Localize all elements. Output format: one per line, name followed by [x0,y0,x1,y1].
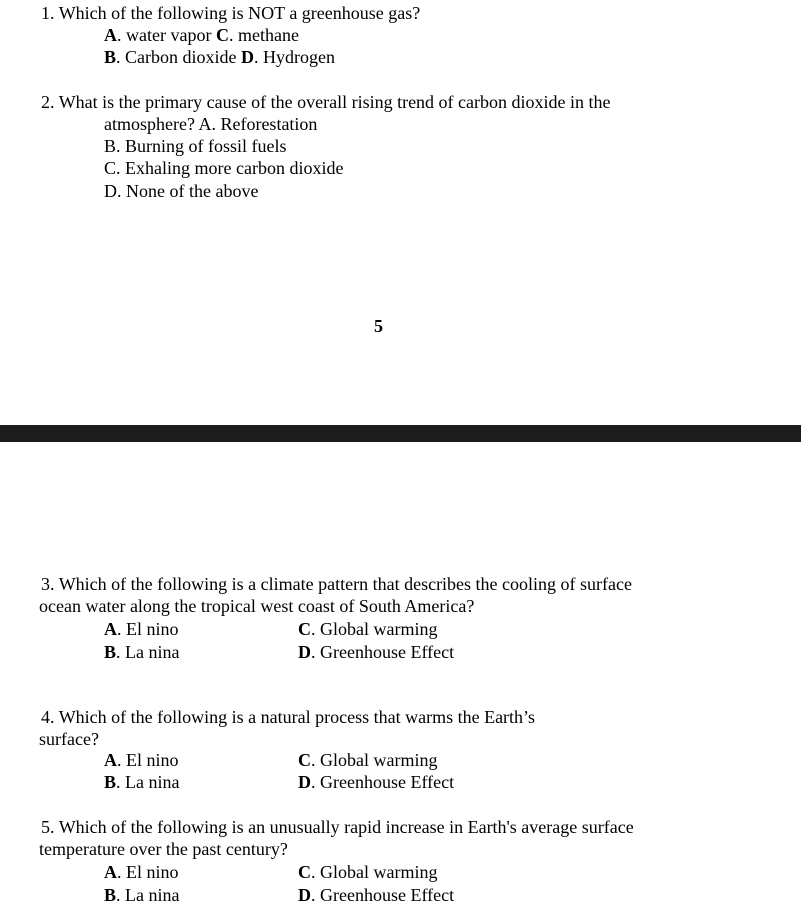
option-text: . Global warming [311,619,438,639]
option-text: . Global warming [311,862,438,882]
question-4-option-b [104,771,180,793]
option-text: . methane [228,25,299,45]
option-text: . La nina [116,885,180,905]
question-number: 4. [41,707,55,727]
question-number: 2. [41,92,55,112]
question-text: Which of the following is a natural process that warms the Earth’s [58,707,536,727]
question-5 [41,816,634,838]
question-4-option-c [298,749,437,771]
page-number: 5 [374,316,383,336]
option-text: . Carbon dioxide [116,47,241,67]
option-letter: B [104,642,117,662]
question-number: 1. [41,3,55,23]
question-3-option-d [298,641,454,663]
option-letter: A [104,750,117,770]
question-4-option-d [298,771,454,793]
question-number: 3. [41,574,55,594]
option-letter: B [104,885,117,905]
option-letter: B [104,47,117,67]
question-2-option-b: B. Burning of fossil fuels [104,136,287,156]
option-letter: C [298,750,311,770]
question-3-option-a [104,618,179,640]
question-2 [41,91,611,113]
option-letter: B [104,772,117,792]
option-text: . El nino [117,619,179,639]
question-3-option-c [298,618,437,640]
option-text: . El nino [117,862,179,882]
question-text: What is the primary cause of the overall rising trend of carbon dioxide in the [58,92,611,112]
question-4-option-a [104,749,179,771]
question-4-line-2: surface? [39,729,99,749]
option-text: . Greenhouse Effect [311,885,455,905]
option-text: . water vapor [117,25,216,45]
option-text: . Greenhouse Effect [311,772,455,792]
question-4 [41,706,535,728]
question-2-option-d: D. None of the above [104,181,259,201]
question-text: Which of the following is NOT a greenhouse gas? [58,3,421,23]
option-letter: A [104,25,117,45]
option-letter: A [104,619,117,639]
question-5-line-2: temperature over the past century? [39,839,288,859]
question-text: Which of the following is a climate pattern that describes the cooling of surface [58,574,632,594]
question-1-options-row-1 [104,24,299,46]
page-divider [0,425,801,442]
question-number: 5. [41,817,55,837]
option-text: . Global warming [311,750,438,770]
question-1-options-row-2 [104,46,335,68]
option-text: . La nina [116,772,180,792]
option-letter: D [241,47,254,67]
question-text: Which of the following is an unusually rapid increase in Earth's average surface [58,817,634,837]
question-1 [41,2,420,24]
question-5-option-b [104,884,180,906]
option-text: . Greenhouse Effect [311,642,455,662]
option-letter: C [215,25,229,45]
option-text: . La nina [116,642,180,662]
question-5-options-row-2-clipped [0,882,801,905]
option-text: . Hydrogen [254,47,335,67]
question-2-option-c: C. Exhaling more carbon dioxide [104,158,344,178]
option-letter: D [298,885,311,905]
question-3 [41,573,632,595]
question-5-option-d [298,884,454,906]
option-letter: C [298,862,311,882]
question-3-line-2: ocean water along the tropical west coast of South America? [39,596,475,616]
option-letter: D [298,642,311,662]
question-3-option-b [104,641,180,663]
question-5-option-a [104,861,179,883]
question-2-line-2: atmosphere? A. Reforestation [104,114,318,134]
option-letter: A [104,862,117,882]
option-text: . El nino [117,750,179,770]
option-letter: C [298,619,311,639]
option-letter: D [298,772,311,792]
question-5-option-c [298,861,437,883]
